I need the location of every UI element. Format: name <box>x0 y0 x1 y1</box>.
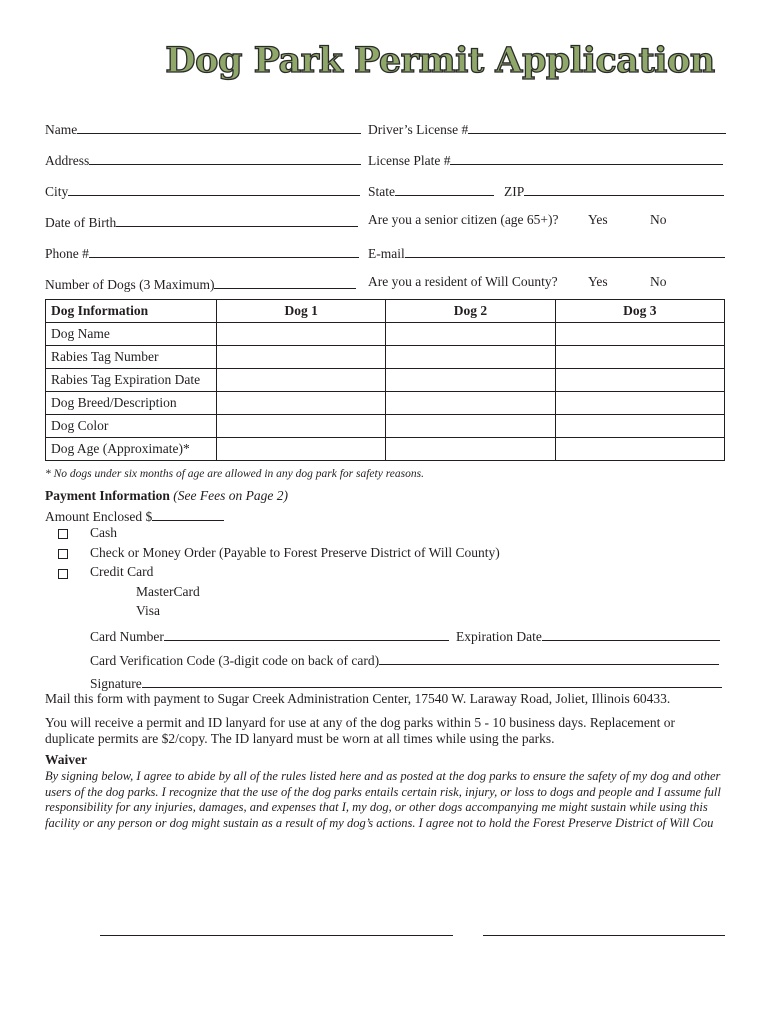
row-label-color: Dog Color <box>46 415 217 438</box>
dog-2-breed-cell[interactable] <box>386 392 555 415</box>
card-number-field[interactable] <box>90 626 449 646</box>
phone-label: Phone # <box>45 246 89 261</box>
dog-1-name-cell[interactable] <box>217 323 386 346</box>
cvc-label: Card Verification Code (3-digit code on back of card) <box>90 653 380 668</box>
amount-enclosed-label: Amount Enclosed $ <box>45 509 153 524</box>
phone-field[interactable] <box>45 243 359 263</box>
resident-yes-option[interactable]: Yes <box>588 274 608 289</box>
name-field[interactable] <box>45 119 361 139</box>
zip-label: ZIP <box>504 184 525 199</box>
table-row <box>46 392 725 415</box>
email-line <box>405 243 725 258</box>
expiration-line <box>542 626 720 641</box>
num-dogs-label: Number of Dogs (3 Maximum) <box>45 277 215 292</box>
amount-enclosed-field[interactable] <box>45 506 224 526</box>
num-dogs-line <box>214 274 356 289</box>
resident-no-option[interactable]: No <box>650 274 667 289</box>
city-field[interactable] <box>45 181 360 201</box>
dog-2-color-cell[interactable] <box>386 415 555 438</box>
zip-field[interactable] <box>504 181 724 201</box>
check-money-order-label: Check or Money Order (Payable to Forest Preserve District of Will County) <box>90 545 500 560</box>
dog-2-age-cell[interactable] <box>386 438 555 461</box>
signature-label: Signature <box>90 676 142 691</box>
dog-1-age-cell[interactable] <box>217 438 386 461</box>
mail-instructions: Mail this form with payment to Sugar Creek Administration Center, 17540 W. Laraway Road, Joliet, Illinois 60433. <box>45 691 671 706</box>
license-plate-line <box>450 150 723 165</box>
dog-3-breed-cell[interactable] <box>555 392 724 415</box>
state-field[interactable] <box>368 181 494 201</box>
card-number-label: Card Number <box>90 629 164 644</box>
resident-question: Are you a resident of Will County? <box>368 274 558 289</box>
row-label-rabies-expiration: Rabies Tag Expiration Date <box>46 369 217 392</box>
cash-checkbox[interactable] <box>58 529 68 539</box>
drivers-license-line <box>468 119 726 134</box>
header-dog-2: Dog 2 <box>386 300 555 323</box>
name-line <box>77 119 361 134</box>
drivers-license-field[interactable] <box>368 119 726 139</box>
dob-label: Date of Birth <box>45 215 117 230</box>
license-plate-field[interactable] <box>368 150 723 170</box>
check-money-order-checkbox[interactable] <box>58 549 68 559</box>
visa-option[interactable]: Visa <box>136 603 160 618</box>
header-dog-info: Dog Information <box>46 300 217 323</box>
mastercard-option[interactable]: MasterCard <box>136 584 200 599</box>
license-plate-label: License Plate # <box>368 153 451 168</box>
senior-yes-option[interactable]: Yes <box>588 212 608 227</box>
table-row <box>46 369 725 392</box>
dog-3-rabies-tag-cell[interactable] <box>555 346 724 369</box>
city-label: City <box>45 184 69 199</box>
expiration-field[interactable] <box>456 626 720 646</box>
address-field[interactable] <box>45 150 361 170</box>
dog-1-rabies-expiration-cell[interactable] <box>217 369 386 392</box>
dog-2-rabies-expiration-cell[interactable] <box>386 369 555 392</box>
row-label-rabies-tag: Rabies Tag Number <box>46 346 217 369</box>
row-label-breed: Dog Breed/Description <box>46 392 217 415</box>
table-row <box>46 415 725 438</box>
name-label: Name <box>45 122 78 137</box>
address-line <box>89 150 361 165</box>
age-note: * No dogs under six months of age are allowed in any dog park for safety reasons. <box>45 468 424 480</box>
city-line <box>68 181 360 196</box>
drivers-license-label: Driver’s License # <box>368 122 469 137</box>
senior-question: Are you a senior citizen (age 65+)? <box>368 212 559 227</box>
waiver-text: By signing below, I agree to abide by all of the rules listed here and as posted at the dog parks to ensure the safety of my dog and other users of the dog parks. I recognize that the use of the dog parks entails certain risk, injury, or loss to dogs and people and I assume full responsibility for any injuries, damages, and expenses that I, my dog, or other dogs accompanying me might sustain while using this facility or any person or dog might sustain as a result of my dog’s actions. I agree not to hold the Forest Preserve District of Will Cou <box>45 769 721 830</box>
dog-3-color-cell[interactable] <box>555 415 724 438</box>
zip-line <box>524 181 724 196</box>
signature-field[interactable] <box>90 673 722 693</box>
email-field[interactable] <box>368 243 725 263</box>
dog-3-rabies-expiration-cell[interactable] <box>555 369 724 392</box>
credit-card-checkbox[interactable] <box>58 569 68 579</box>
dog-1-rabies-tag-cell[interactable] <box>217 346 386 369</box>
signature-line <box>142 673 722 688</box>
waiver-heading: Waiver <box>45 752 87 767</box>
phone-line <box>89 243 359 258</box>
email-label: E-mail <box>368 246 405 261</box>
table-row <box>46 346 725 369</box>
permit-info: You will receive a permit and ID lanyard for use at any of the dog parks within 5 - 10 business days. Replacement or duplicate permits are $2/copy. The ID lanyard must be worn at all times while using the parks. <box>45 715 675 746</box>
row-label-dog-name: Dog Name <box>46 323 217 346</box>
dog-3-name-cell[interactable] <box>555 323 724 346</box>
cvc-line <box>379 650 719 665</box>
payment-heading <box>45 488 288 504</box>
table-row <box>46 438 725 461</box>
payment-heading-text: Payment Information <box>45 488 170 503</box>
state-label: State <box>368 184 395 199</box>
dog-2-rabies-tag-cell[interactable] <box>386 346 555 369</box>
senior-no-option[interactable]: No <box>650 212 667 227</box>
cvc-field[interactable] <box>90 650 719 670</box>
table-row <box>46 323 725 346</box>
card-number-line <box>164 626 449 641</box>
row-label-age: Dog Age (Approximate)* <box>46 438 217 461</box>
num-dogs-field[interactable] <box>45 274 356 294</box>
payment-heading-note: (See Fees on Page 2) <box>173 488 288 503</box>
amount-enclosed-line <box>152 506 224 521</box>
state-line <box>395 181 494 196</box>
address-label: Address <box>45 153 90 168</box>
page-title: Dog Park Permit Application <box>165 40 715 81</box>
dob-field[interactable] <box>45 212 358 232</box>
cash-label: Cash <box>90 525 117 540</box>
dog-3-age-cell[interactable] <box>555 438 724 461</box>
dog-2-name-cell[interactable] <box>386 323 555 346</box>
applicant-signature-line[interactable] <box>100 934 453 936</box>
dob-line <box>116 212 358 227</box>
header-dog-3: Dog 3 <box>555 300 724 323</box>
credit-card-label: Credit Card <box>90 564 154 579</box>
dog-1-breed-cell[interactable] <box>217 392 386 415</box>
table-header-row <box>46 300 725 323</box>
dog-info-table <box>45 299 725 461</box>
expiration-label: Expiration Date <box>456 629 542 644</box>
header-dog-1: Dog 1 <box>217 300 386 323</box>
dog-1-color-cell[interactable] <box>217 415 386 438</box>
signature-date-line[interactable] <box>483 934 725 936</box>
